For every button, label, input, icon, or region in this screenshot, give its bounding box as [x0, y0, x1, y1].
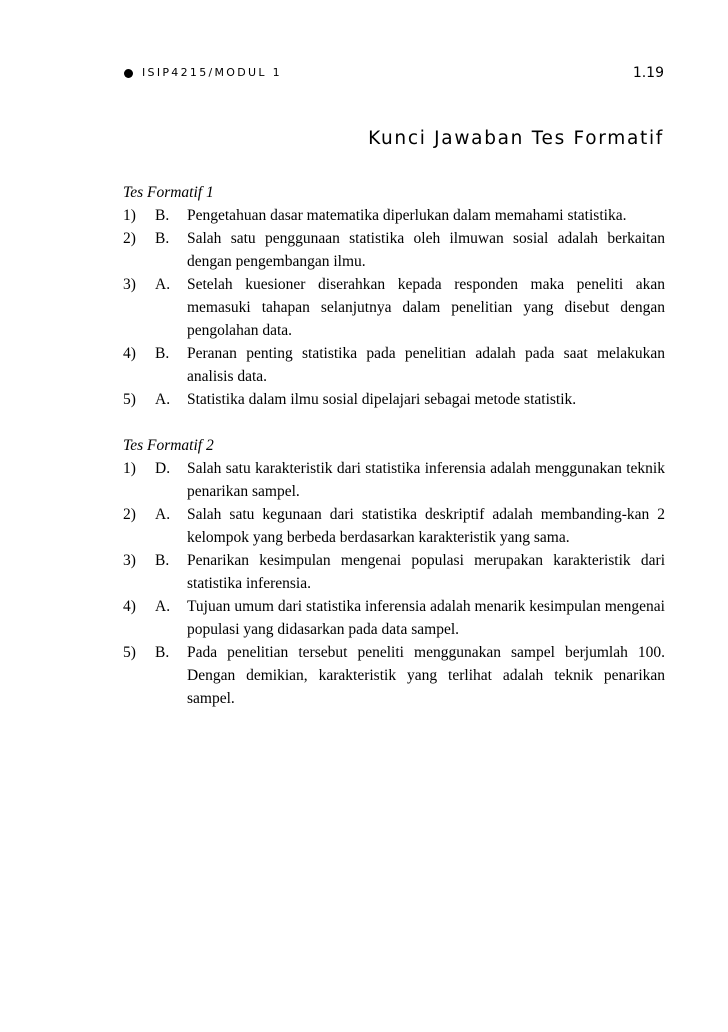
answer-number: 2) [123, 230, 136, 247]
answer-key: A. [155, 506, 171, 523]
answer-text: Pada penelitian tersebut peneliti menggunakan sampel berjumlah 100. Dengan demikian, karakteristik yang terlihat adalah teknik penarikan sampel. [187, 644, 665, 707]
answer-text: Peranan penting statistika pada penelitian adalah pada saat melakukan analisis data. [187, 345, 665, 385]
answer-key: B. [155, 345, 170, 362]
page-header [124, 58, 664, 88]
answer-item [123, 204, 665, 227]
answer-key: A. [155, 598, 171, 615]
answer-item [123, 457, 665, 503]
answer-key: B. [155, 230, 170, 247]
answer-text: Statistika dalam ilmu sosial dipelajari sebagai metode statistik. [187, 391, 577, 408]
answer-key: D. [155, 460, 171, 477]
section-title: Tes Formatif 1 [123, 184, 214, 201]
answer-key: A. [155, 391, 171, 408]
answer-text: Salah satu kegunaan dari statistika deskriptif adalah membanding-kan 2 kelompok yang berbeda berdasarkan karakteristik yang sama. [187, 506, 665, 546]
answer-text: Salah satu penggunaan statistika oleh ilmuwan sosial adalah berkaitan dengan pengembangan ilmu. [187, 230, 665, 270]
answer-number: 2) [123, 506, 136, 523]
bullet-icon [124, 69, 133, 78]
page-title: Kunci Jawaban Tes Formatif [368, 128, 664, 149]
answer-text: Setelah kuesioner diserahkan kepada responden maka peneliti akan memasuki tahapan selanjutnya dalam penelitian yang disebut dengan pengolahan data. [187, 276, 665, 339]
answer-text: Penarikan kesimpulan mengenai populasi merupakan karakteristik dari statistika inferensia. [187, 552, 665, 592]
answer-number: 3) [123, 276, 136, 293]
answer-number: 1) [123, 460, 136, 477]
answer-item [123, 342, 665, 388]
answer-item [123, 641, 665, 710]
answer-item [123, 549, 665, 595]
answer-number: 3) [123, 552, 136, 569]
answer-number: 5) [123, 391, 136, 408]
answer-item [123, 227, 665, 273]
answer-number: 4) [123, 598, 136, 615]
answer-item [123, 273, 665, 342]
answer-item [123, 595, 665, 641]
answer-text: Salah satu karakteristik dari statistika inferensia adalah menggunakan teknik penarikan sampel. [187, 460, 665, 500]
answer-key: B. [155, 207, 170, 224]
answer-item [123, 388, 665, 411]
answer-text: Tujuan umum dari statistika inferensia adalah menarik kesimpulan mengenai populasi yang didasarkan pada data sampel. [187, 598, 665, 638]
answer-key: A. [155, 276, 171, 293]
answer-key: B. [155, 644, 170, 661]
answer-key-content [123, 181, 665, 733]
answer-number: 1) [123, 207, 136, 224]
section-title: Tes Formatif 2 [123, 437, 214, 454]
section-tes-formatif-2 [123, 434, 665, 710]
page-number: 1.19 [632, 65, 664, 81]
section-tes-formatif-1 [123, 181, 665, 411]
header-left [124, 58, 282, 88]
answer-key: B. [155, 552, 170, 569]
answer-number: 4) [123, 345, 136, 362]
answer-item [123, 503, 665, 549]
answer-number: 5) [123, 644, 136, 661]
module-code: ISIP4215/MODUL 1 [142, 66, 282, 79]
answer-text: Pengetahuan dasar matematika diperlukan dalam memahami statistika. [187, 207, 627, 224]
